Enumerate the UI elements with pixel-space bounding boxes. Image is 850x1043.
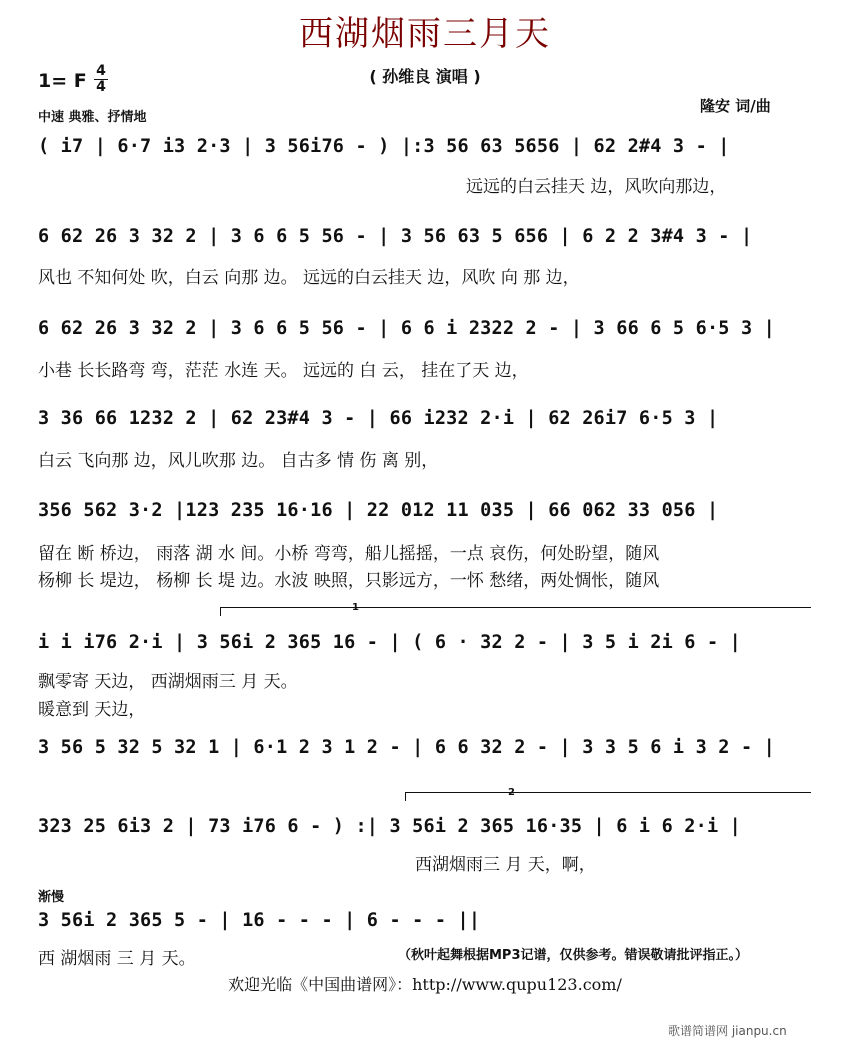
notation-row-3: 6 62 26 3 32 2 | 3 6 6 5 56 - | 6 6 i 2322 2 - | 3 66 6 5 6·5 3 | — [38, 318, 775, 339]
lyric-row-3: 小巷 长长路弯 弯，茫茫 水连 天。 远远的 白 云， 挂在了天 边， — [38, 361, 529, 381]
key-signature: 1= F — [38, 70, 87, 92]
first-ending-number: 1 — [352, 602, 359, 613]
ritardando-marking: 渐慢 — [38, 890, 65, 905]
notation-row-9: 3 56i 2 365 5 - | 16 - - - | 6 - - - || — [38, 910, 481, 931]
notation-row-1: ( i7 | 6·7 i3 2·3 | 3 56i76 - ) |:3 56 63 5656 | 62 2#4 3 - | — [38, 136, 730, 157]
lyric-row-2: 风也 不知何处 吹，白云 向那 边。 远远的白云挂天 边，风吹 向 那 边， — [38, 268, 580, 288]
meter-bottom: 4 — [96, 79, 106, 95]
first-ending-bracket — [220, 607, 811, 616]
lyric-row-4: 白云 飞向那 边，风儿吹那 边。 自古多 情 伤 离 别， — [38, 451, 439, 471]
notation-row-7: 3 56 5 32 5 32 1 | 6·1 2 3 1 2 - | 6 6 32 2 - | 3 3 5 6 i 3 2 - | — [38, 737, 775, 758]
site-footer: 欢迎光临《中国曲谱网》：http://www.qupu123.com/ — [228, 975, 622, 994]
notation-row-5: 356 562 3·2 |123 235 16·16 | 22 012 11 035 | 66 062 33 056 | — [38, 500, 719, 521]
lyric-row-9: 西 湖烟雨 三 月 天。 — [38, 949, 196, 969]
lyric-row-5a: 留在 断 桥边， 雨落 湖 水 间。小桥 弯弯，船儿摇摇，一点 哀伤，何处盼望，随风 — [38, 544, 660, 564]
notation-row-6: i i i76 2·i | 3 56i 2 365 16 - | ( 6 · 32 2 - | 3 5 i 2i 6 - | — [38, 632, 741, 653]
watermark: 歌谱简谱网 jianpu.cn — [668, 1024, 787, 1038]
notation-row-8: 323 25 6i3 2 | 73 i76 6 - ) :| 3 56i 2 365 16·35 | 6 i 6 2·i | — [38, 816, 741, 837]
lyric-row-6a: 飘零寄 天边， 西湖烟雨三 月 天。 — [38, 672, 298, 692]
notation-row-2: 6 62 26 3 32 2 | 3 6 6 5 56 - | 3 56 63 5 656 | 6 2 2 3#4 3 - | — [38, 226, 753, 247]
lyric-row-6b: 暖意到 天边， — [38, 700, 146, 720]
notation-row-4: 3 36 66 1232 2 | 62 23#4 3 - | 66 i232 2·i | 62 26i7 6·5 3 | — [38, 408, 719, 429]
lyric-row-1: 远远的白云挂天 边，风吹向那边， — [466, 177, 727, 197]
tempo-marking: 中速 典雅、抒情地 — [38, 110, 147, 125]
meter-top: 4 — [96, 63, 106, 79]
lyric-row-5b: 杨柳 长 堤边， 杨柳 长 堤 边。水波 映照，只影远方，一怀 愁绪，两处惆怅，随风 — [38, 571, 660, 591]
lyric-row-8: 西湖烟雨三 月 天，啊， — [415, 855, 596, 875]
singer-credit: ( 孙维良 演唱 ) — [369, 67, 481, 86]
composer-credit: 隆安 词/曲 — [700, 97, 771, 115]
score-title: 西湖烟雨三月天 — [299, 14, 551, 54]
time-signature — [93, 64, 109, 95]
second-ending-bracket — [405, 792, 811, 801]
transcription-note: （秋叶起舞根据MP3记谱，仅供参考。错误敬请批评指正。） — [398, 948, 749, 963]
second-ending-number: 2 — [508, 787, 515, 798]
